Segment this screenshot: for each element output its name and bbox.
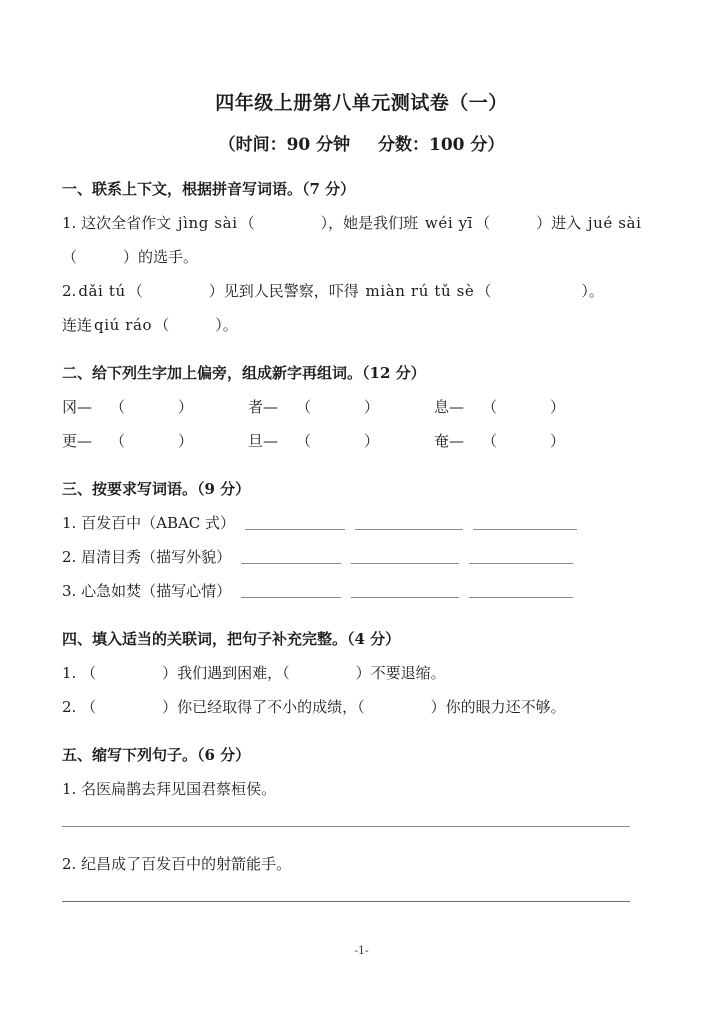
answer-gap <box>62 827 662 847</box>
lparen: （ <box>110 398 126 416</box>
answer-blanks <box>231 574 573 608</box>
base-char: 者— <box>248 398 279 416</box>
lparen: （ <box>81 664 97 682</box>
page-title: 四年级上册第八单元测试卷（一） <box>215 92 508 114</box>
rparen: ） <box>550 432 566 450</box>
answer-bracket[interactable] <box>154 316 215 334</box>
char-group <box>62 390 248 424</box>
q-text-end: ）。 <box>215 316 238 334</box>
section-5-item <box>62 772 662 806</box>
rparen: ） <box>364 398 380 416</box>
section-5-heading: 五、缩写下列句子。（6 分） <box>62 746 251 764</box>
char-group <box>434 390 620 424</box>
q-number: 2. <box>62 548 77 566</box>
pinyin-mianrutuse: miàn rú tǔ sè <box>365 282 475 300</box>
section-4-question-2 <box>62 690 662 724</box>
answer-blanks <box>235 506 577 540</box>
q-number: 2. <box>62 855 77 873</box>
answer-blank[interactable] <box>469 583 573 598</box>
answer-blank[interactable] <box>355 515 463 530</box>
example-word: 心急如焚 <box>81 582 142 600</box>
q-number: 1. <box>62 780 77 798</box>
section-4-question-1 <box>62 656 662 690</box>
q-text-mid: ）我们遇到困难，（ <box>162 664 290 682</box>
base-char: 更— <box>62 432 93 450</box>
q-text-2: ），她是我们班 <box>320 214 419 232</box>
section-gap <box>62 342 662 356</box>
lparen: （ <box>482 432 498 450</box>
lparen: （ <box>127 282 143 300</box>
q-text-mid: ）你已经取得了不小的成绩，（ <box>162 698 365 716</box>
section-2-row <box>62 424 662 458</box>
answer-blank[interactable] <box>241 583 341 598</box>
exam-time: （时间：90 分钟 <box>218 135 351 155</box>
char-group <box>248 390 434 424</box>
section-1-heading: 一、联系上下文，根据拼音写词语。（7 分） <box>62 180 356 198</box>
q-text-end: ）不要退缩。 <box>355 664 446 682</box>
lparen: （ <box>81 698 97 716</box>
q-number: 2. <box>62 282 77 300</box>
section-4-heading: 四、填入适当的关联词，把句子补充完整。（4 分） <box>62 630 401 648</box>
section-1-question-2 <box>62 274 662 308</box>
word-hint: （描写外貌） <box>141 548 232 566</box>
page-number: -1- <box>354 944 369 957</box>
rparen: ） <box>550 398 566 416</box>
section-1-question-2-cont <box>62 308 662 342</box>
word-hint: （描写心情） <box>141 582 232 600</box>
answer-blank[interactable] <box>241 549 341 564</box>
base-char: 息— <box>434 398 465 416</box>
sentence-text: 纪昌成了百发百中的射箭能手。 <box>81 855 292 873</box>
answer-bracket[interactable] <box>475 214 536 232</box>
q-text-end: ）你的眼力还不够。 <box>430 698 566 716</box>
answer-bracket[interactable] <box>81 698 162 716</box>
q-number: 2. <box>62 698 77 716</box>
section-1-question-1-cont <box>62 240 662 274</box>
lparen: （ <box>296 432 312 450</box>
lparen: （ <box>482 398 498 416</box>
q-text-cont: 连连 <box>62 316 93 334</box>
pinyin-jingsai: jìng sài <box>177 214 238 232</box>
rparen: ） <box>364 432 380 450</box>
word-hint: （ABAC 式） <box>141 514 236 532</box>
lparen: （ <box>110 432 126 450</box>
section-5-item <box>62 847 662 881</box>
answer-bracket[interactable] <box>62 248 123 266</box>
lparen: （ <box>476 282 492 300</box>
q-number: 1. <box>62 664 77 682</box>
rparen: ） <box>178 432 194 450</box>
answer-bracket[interactable] <box>81 664 162 682</box>
section-2-row <box>62 390 662 424</box>
answer-blank[interactable] <box>473 515 577 530</box>
q-text: ）见到人民警察，吓得 <box>208 282 359 300</box>
rparen: ） <box>178 398 194 416</box>
exam-score: 分数：100 分） <box>378 135 505 155</box>
sentence-text: 名医扁鹊去拜见国君蔡桓侯。 <box>81 780 277 798</box>
answer-bracket[interactable] <box>128 282 209 300</box>
lparen: （ <box>296 398 312 416</box>
section-1-question-1 <box>62 206 662 240</box>
pinyin-daitu: dǎi tú <box>78 282 126 300</box>
answer-blank[interactable] <box>469 549 573 564</box>
section-gap <box>62 724 662 738</box>
q-text-cont: ）的选手。 <box>123 248 199 266</box>
base-char: 奄— <box>434 432 465 450</box>
answer-blank[interactable] <box>351 549 459 564</box>
pinyin-weiyi: wéi yī <box>424 214 474 232</box>
q-number: 1. <box>62 514 77 532</box>
answer-bracket[interactable] <box>476 282 581 300</box>
q-number: 1. <box>62 214 77 232</box>
char-group <box>434 424 620 458</box>
q-number: 3. <box>62 582 77 600</box>
q-text-2: ）。 <box>581 282 604 300</box>
answer-blank[interactable] <box>351 583 459 598</box>
answer-bracket[interactable] <box>240 214 321 232</box>
example-word: 百发百中 <box>81 514 142 532</box>
q-text-3: ）进入 <box>536 214 582 232</box>
section-3-item <box>62 574 662 608</box>
lparen: （ <box>62 248 78 266</box>
lparen: （ <box>154 316 170 334</box>
example-word: 眉清目秀 <box>81 548 142 566</box>
answer-blank[interactable] <box>245 515 345 530</box>
section-2-heading: 二、给下列生字加上偏旁，组成新字再组词。（12 分） <box>62 364 426 382</box>
section-3-item <box>62 506 662 540</box>
base-char: 旦— <box>248 432 279 450</box>
answer-blanks <box>231 540 573 574</box>
base-char: 冈— <box>62 398 93 416</box>
exam-body <box>62 172 662 902</box>
exam-meta <box>0 130 723 155</box>
pinyin-juesai: jué sài <box>587 214 642 232</box>
section-3-item <box>62 540 662 574</box>
char-group <box>248 424 434 458</box>
section-gap <box>62 608 662 622</box>
lparen: （ <box>239 214 255 232</box>
answer-rule[interactable] <box>62 901 630 902</box>
section-gap <box>62 458 662 472</box>
pinyin-qiurao: qiú ráo <box>94 316 153 334</box>
char-group <box>62 424 248 458</box>
lparen: （ <box>475 214 491 232</box>
q-text: 这次全省作文 <box>81 214 172 232</box>
section-3-heading: 三、按要求写词语。（9 分） <box>62 480 251 498</box>
